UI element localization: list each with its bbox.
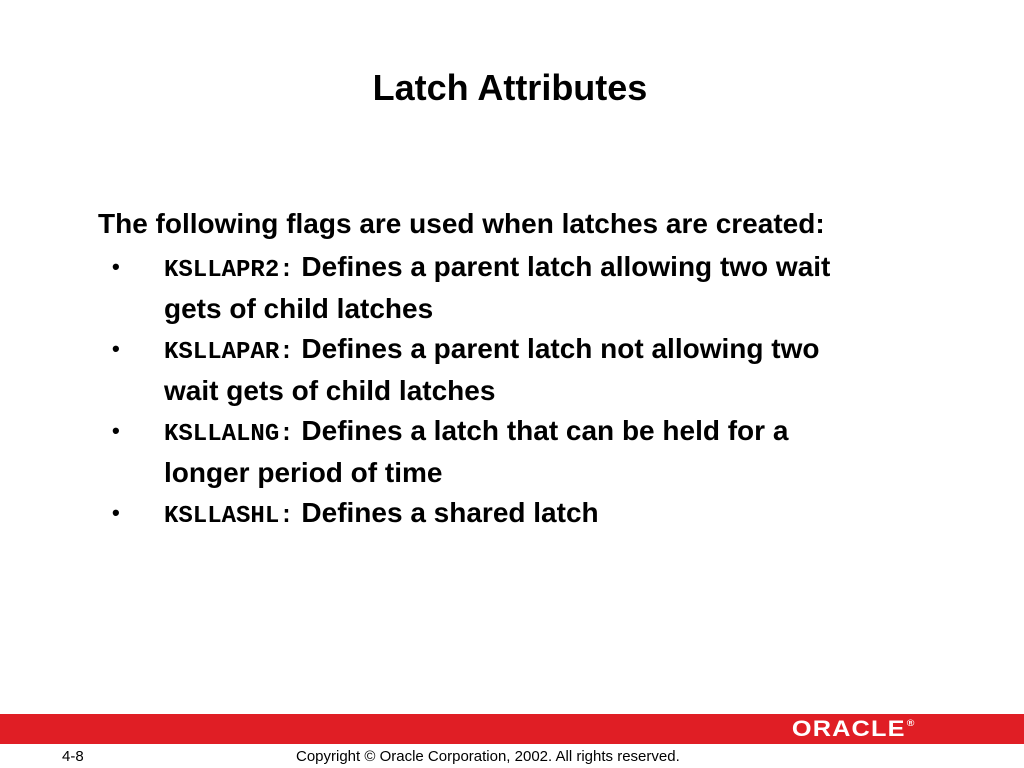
list-item	[98, 330, 864, 410]
flag-description: Defines a shared latch	[301, 497, 599, 528]
slide-footer	[0, 745, 1024, 768]
bullet-icon: •	[112, 500, 120, 525]
copyright-text: Copyright © Oracle Corporation, 2002. All rights reserved.	[296, 748, 680, 765]
oracle-logo	[792, 718, 916, 740]
intro-text: The following flags are used when latches are created:	[98, 208, 825, 239]
list-item	[98, 494, 864, 536]
flag-name: KSLLAPR2:	[164, 257, 294, 284]
oracle-logo-text: ORACLE	[792, 716, 907, 741]
flag-name: KSLLALNG:	[164, 421, 294, 448]
flag-description: Defines a parent latch allowing two wait gets of child latches	[164, 251, 831, 324]
flag-list	[98, 248, 978, 536]
flag-name: KSLLAPAR:	[164, 339, 294, 366]
bullet-icon: •	[112, 336, 120, 361]
registered-mark-icon: ®	[907, 718, 916, 728]
flag-name: KSLLASHL:	[164, 503, 294, 530]
flag-description: Defines a parent latch not allowing two wait gets of child latches	[164, 333, 820, 406]
slide-content	[98, 202, 978, 536]
slide-title: Latch Attributes	[372, 67, 648, 108]
flag-description: Defines a latch that can be held for a longer period of time	[164, 415, 789, 488]
list-item	[98, 412, 864, 492]
list-item	[98, 248, 864, 328]
page-number: 4-8	[62, 748, 84, 765]
bullet-icon: •	[112, 418, 120, 443]
footer-bar	[0, 714, 1024, 744]
bullet-icon: •	[112, 254, 120, 279]
